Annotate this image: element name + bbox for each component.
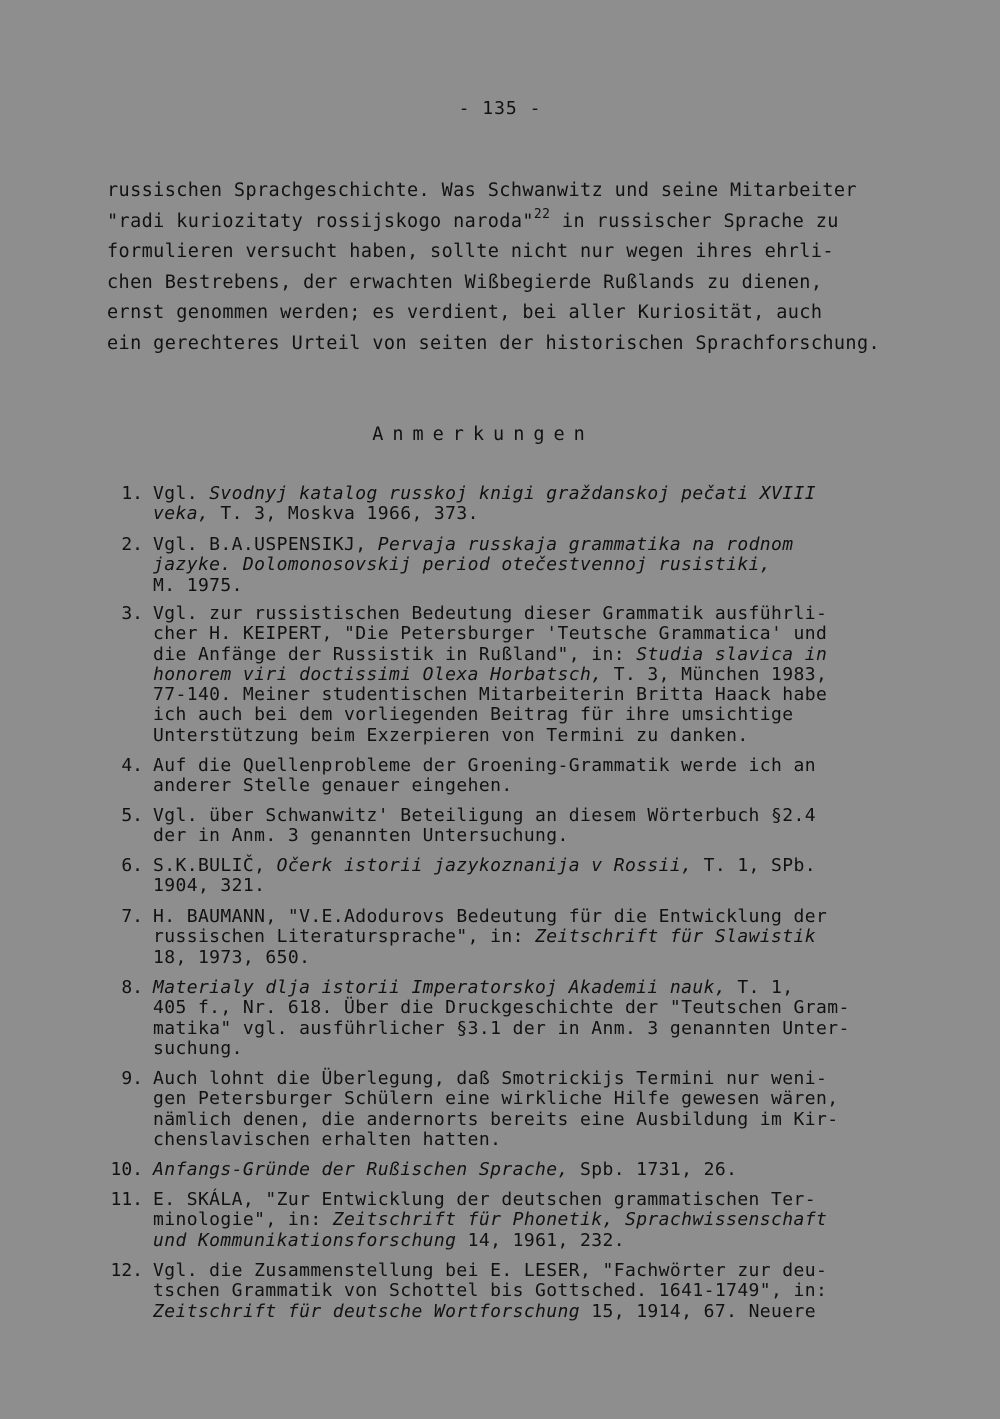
- text-run: Materialy dlja istorii Imperatorskoj Akademii nauk,: [153, 977, 727, 998]
- footnote-line: [153, 624, 907, 644]
- paragraph-line: [107, 237, 907, 268]
- paragraph-line: [107, 298, 907, 329]
- footnote-line: [153, 776, 907, 796]
- footnote-line: [153, 1110, 907, 1130]
- text-run: Studia slavica in: [636, 643, 828, 665]
- text-run: cher H. KEIPERT, "Die Petersburger 'Teutsche Grammatica' und: [153, 623, 828, 645]
- text-run: 14, 1961, 232.: [456, 1229, 625, 1251]
- text-run: Anfangs-Gründe der Rußischen Sprache,: [153, 1159, 569, 1180]
- text-run: "radi kuriozitaty rossijskogo naroda": [107, 210, 534, 232]
- text-run: Spb. 1731, 26.: [568, 1159, 738, 1180]
- paragraph-line: [107, 329, 907, 360]
- text-run: in russischer Sprache zu: [550, 210, 839, 232]
- footnote-line: [153, 1039, 907, 1059]
- text-run: Vgl. die Zusammenstellung bei E. LESER, "Fachwörter zur deu-: [153, 1260, 828, 1281]
- footnote-item: [107, 604, 907, 746]
- footnote-reference: 22: [533, 206, 551, 222]
- text-run: ernst genommen werden; es verdient, bei aller Kuriosität, auch: [107, 302, 823, 323]
- text-run: nämlich denen, die andernorts bereits eine Ausbildung im Kir-: [153, 1108, 839, 1130]
- footnote-line: [153, 1089, 907, 1109]
- text-run: 405 f., Nr. 618. Über die Druckgeschichte der "Teutschen Gram-: [153, 997, 850, 1019]
- text-run: ich auch bei dem vorliegenden Beitrag für ihre umsichtige: [153, 704, 794, 726]
- text-run: jazyke. Dolomonosovskij period otečestvennoj rusistiki,: [153, 554, 772, 576]
- footnote-line: [153, 998, 907, 1018]
- footnote-line: [153, 576, 907, 596]
- text-run: 77-140. Meiner studentischen Mitarbeiterin Britta Haack habe: [153, 684, 828, 706]
- footnote-line: [153, 1261, 907, 1281]
- text-run: Vgl. B.A.USPENSIKJ,: [153, 534, 378, 555]
- text-run: russischen Literatursprache", in:: [153, 926, 536, 948]
- footnote-line: [153, 1190, 907, 1210]
- footnote-line: [153, 1210, 907, 1230]
- text-run: suchung.: [153, 1037, 243, 1059]
- text-run: Pervaja russkaja grammatika na rodnom: [377, 534, 794, 555]
- footnote-number: 11.: [110, 1189, 143, 1210]
- footnote-number: 7.: [121, 906, 143, 927]
- footnote-line: [153, 1231, 907, 1251]
- text-run: Zeitschrift für Slawistik: [535, 926, 816, 948]
- footnote-line: [153, 685, 907, 705]
- text-run: honorem viri doctissimi Olexa Horbatsch,: [153, 663, 603, 685]
- footnote-line: [153, 665, 907, 685]
- text-run: Auf die Quellenprobleme der Groening-Grammatik werde ich an: [153, 755, 816, 776]
- text-run: T. 3, Moskva 1966, 373.: [209, 503, 479, 525]
- text-run: die Anfänge der Russistik in Rußland", in:: [153, 643, 637, 665]
- footnote-line: [153, 535, 907, 555]
- text-run: Zeitschrift für deutsche Wortforschung: [153, 1300, 581, 1322]
- text-run: anderer Stelle genauer eingehen.: [153, 775, 513, 797]
- footnote-line: [153, 1302, 907, 1322]
- text-run: chenslavischen erhalten hatten.: [153, 1128, 502, 1150]
- notes-heading: Anmerkungen: [372, 424, 594, 445]
- text-run: gen Petersburger Schülern eine wirkliche Hilfe gewesen wären,: [153, 1088, 839, 1110]
- footnote-line: [153, 555, 907, 575]
- footnote-number: 12.: [110, 1260, 143, 1281]
- text-run: 18, 1973, 650.: [153, 946, 311, 968]
- text-run: minologie", in:: [153, 1209, 333, 1231]
- footnote-line: [153, 876, 907, 896]
- text-run: formulieren versucht haben, sollte nicht nur wegen ihres ehrli-: [107, 241, 834, 262]
- text-run: der in Anm. 3 genannten Untersuchung.: [153, 825, 569, 847]
- footnote-line: [153, 1130, 907, 1150]
- footnote-line: [153, 504, 907, 524]
- text-run: veka,: [153, 503, 210, 525]
- text-run: M. 1975.: [153, 574, 243, 596]
- footnote-number: 8.: [121, 977, 143, 998]
- text-run: russischen Sprachgeschichte. Was Schwanwitz und seine Mitarbeiter: [107, 180, 857, 201]
- footnote-line: [153, 907, 907, 927]
- footnote-number: 5.: [121, 805, 143, 826]
- footnote-item: [107, 484, 907, 525]
- text-run: Unterstützung beim Exzerpieren von Termini zu danken.: [153, 724, 749, 746]
- footnote-line: [153, 1069, 907, 1089]
- paragraph-line: [107, 268, 907, 299]
- text-run: Vgl.: [153, 483, 210, 504]
- footnote-line: [153, 978, 907, 998]
- footnote-line: [153, 927, 907, 947]
- text-run: H. BAUMANN, "V.E.Adodurovs Bedeutung für die Entwicklung der: [153, 906, 828, 927]
- text-run: Vgl. zur russistischen Bedeutung dieser Grammatik ausführli-: [153, 603, 828, 624]
- footnote-number: 2.: [121, 534, 143, 555]
- text-run: 1904, 321.: [153, 875, 266, 897]
- page-number: - 135 -: [458, 98, 542, 119]
- text-run: Očerk istorii jazykoznanija v Rossii,: [276, 855, 693, 876]
- footnote-item: [107, 535, 907, 596]
- footnote-line: [153, 826, 907, 846]
- footnote-number: 9.: [121, 1068, 143, 1089]
- text-run: matika" vgl. ausführlicher §3.1 der in Anm. 3 genannten Unter-: [153, 1017, 850, 1039]
- footnote-line: [153, 484, 907, 504]
- footnote-item: [107, 756, 907, 797]
- footnote-line: [153, 726, 907, 746]
- footnote-line: [153, 756, 907, 776]
- footnote-number: 10.: [110, 1159, 143, 1180]
- text-run: Auch lohnt die Überlegung, daß Smotrickijs Termini nur weni-: [153, 1068, 828, 1089]
- footnote-item: [107, 1261, 907, 1322]
- footnote-number: 1.: [121, 483, 143, 504]
- footnote-line: [153, 856, 907, 876]
- text-run: T. 1, SPb.: [692, 855, 816, 876]
- text-run: chen Bestrebens, der erwachten Wißbegierde Rußlands zu dienen,: [107, 271, 823, 293]
- body-paragraph: [107, 176, 907, 359]
- paragraph-line: [107, 176, 907, 207]
- text-run: und Kommunikationsforschung: [153, 1229, 457, 1251]
- text-run: ein gerechteres Urteil von seiten der historischen Sprachforschung.: [107, 332, 881, 354]
- footnote-line: [153, 645, 907, 665]
- footnote-item: [107, 1069, 907, 1150]
- text-run: Vgl. über Schwanwitz' Beteiligung an diesem Wörterbuch §2.4: [153, 805, 816, 826]
- text-run: Zeitschrift für Phonetik, Sprachwissenschaft: [332, 1209, 828, 1231]
- footnote-line: [153, 1281, 907, 1301]
- footnote-item: [107, 806, 907, 847]
- footnote-item: [107, 1160, 907, 1180]
- text-run: E. SKÁLA, "Zur Entwicklung der deutschen grammatischen Ter-: [153, 1189, 816, 1210]
- footnote-line: [153, 705, 907, 725]
- text-run: T. 1,: [726, 977, 794, 998]
- text-run: tschen Grammatik von Schottel bis Gottsched. 1641-1749", in:: [153, 1280, 828, 1302]
- footnote-line: [153, 806, 907, 826]
- text-run: 15, 1914, 67. Neuere: [580, 1300, 816, 1322]
- footnote-item: [107, 978, 907, 1059]
- footnote-line: [153, 604, 907, 624]
- footnote-item: [107, 856, 907, 897]
- footnote-number: 6.: [121, 855, 143, 876]
- footnote-line: [153, 1160, 907, 1180]
- text-run: Svodnyj katalog russkoj knigi graždanskoj pečati XVIII: [209, 483, 816, 504]
- footnote-line: [153, 1019, 907, 1039]
- text-run: S.K.BULIČ,: [153, 855, 277, 876]
- footnote-item: [107, 1190, 907, 1251]
- footnote-number: 3.: [121, 603, 143, 624]
- text-run: T. 3, München 1983,: [602, 663, 828, 685]
- footnote-line: [153, 948, 907, 968]
- footnote-number: 4.: [121, 755, 143, 776]
- paragraph-line: [107, 207, 907, 238]
- footnote-item: [107, 907, 907, 968]
